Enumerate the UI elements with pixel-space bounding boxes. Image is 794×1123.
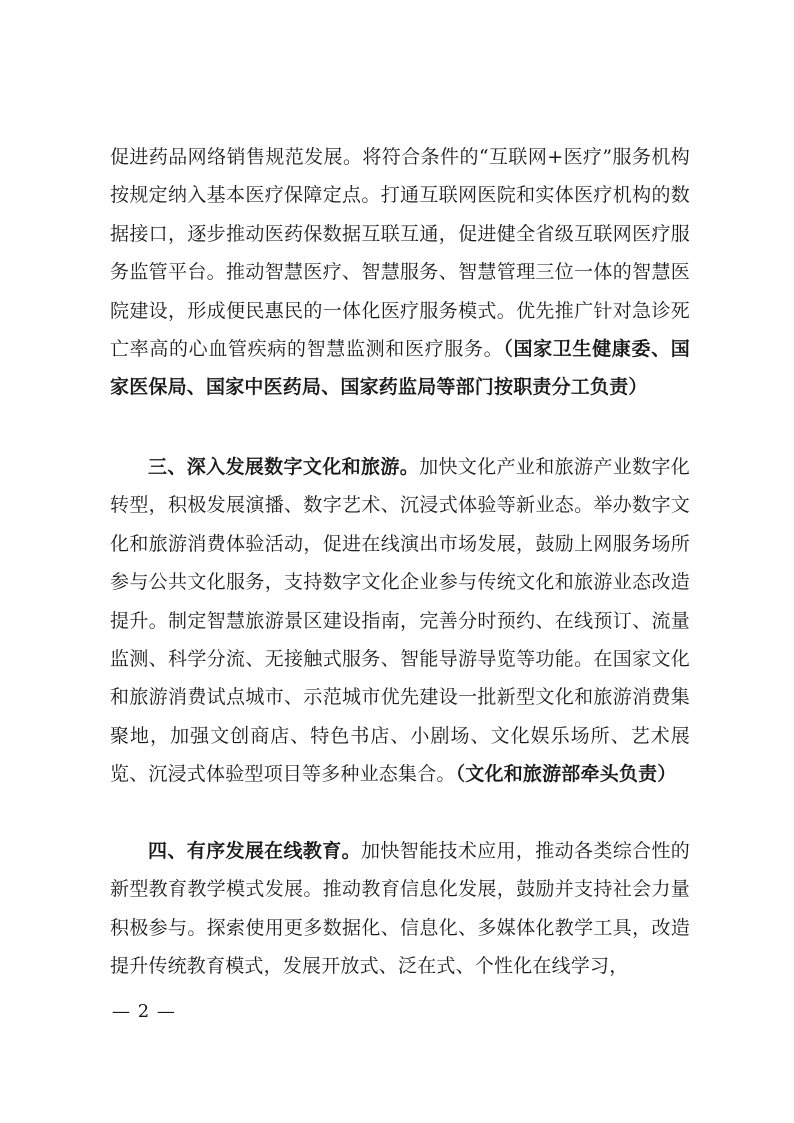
responsibility-note: （国家卫生健康委、国家医保局、国家中医药局、国家药监局等部门按职责分工负责） <box>110 338 690 399</box>
responsibility-note: （文化和旅游部牵头负责） <box>455 763 677 786</box>
paragraph-body: 促进药品网络销售规范发展。将符合条件的“互联网+医疗”服务机构按规定纳入基本医疗保障定点。打通互联网医院和实体医疗机构的数据接口，逐步推动医药保数据互联互通，促进健全省级互联网医疗服务监管平台。推动智慧医疗、智慧服务、智慧管理三位一体的智慧医院建设，形成便民惠民的一体化医疗服务模式。优先推广针对急诊死亡率高的心血管疾病的智慧监测和医疗服务。 <box>110 146 690 361</box>
section-body: 加快智能技术应用，推动各类综合性的新型教育教学模式发展。推动教育信息化发展，鼓励并支持社会力量积极参与。探索使用更多数据化、信息化、多媒体化教学工具，改造提升传统教育模式，发展开放式、泛在式、个性化在线学习， <box>110 840 691 978</box>
paragraph-continuation <box>110 138 690 407</box>
section-online-education <box>110 832 690 986</box>
section-body: 加快文化产业和旅游产业数字化转型，积极发展演播、数字艺术、沉浸式体验等新业态。举办数字文化和旅游消费体验活动，促进在线演出市场发展，鼓励上网服务场所参与公共文化服务，支持数字文化企业参与传统文化和旅游业态改造提升。制定智慧旅游景区建设指南，完善分时预约、在线预订、流量监测、科学分流、无接触式服务、智能导游导览等功能。在国家文化和旅游消费试点城市、示范城市优先建设一批新型文化和旅游消费集聚地，加强文创商店、特色书店、小剧场、文化娱乐场所、艺术展览、沉浸式体验型项目等多种业态集合。 <box>110 456 690 786</box>
section-heading: 三、深入发展数字文化和旅游。 <box>148 456 420 478</box>
section-digital-culture-tourism <box>110 448 690 794</box>
section-heading: 四、有序发展在线教育。 <box>148 840 361 862</box>
page-number: — 2 — <box>112 1001 176 1022</box>
